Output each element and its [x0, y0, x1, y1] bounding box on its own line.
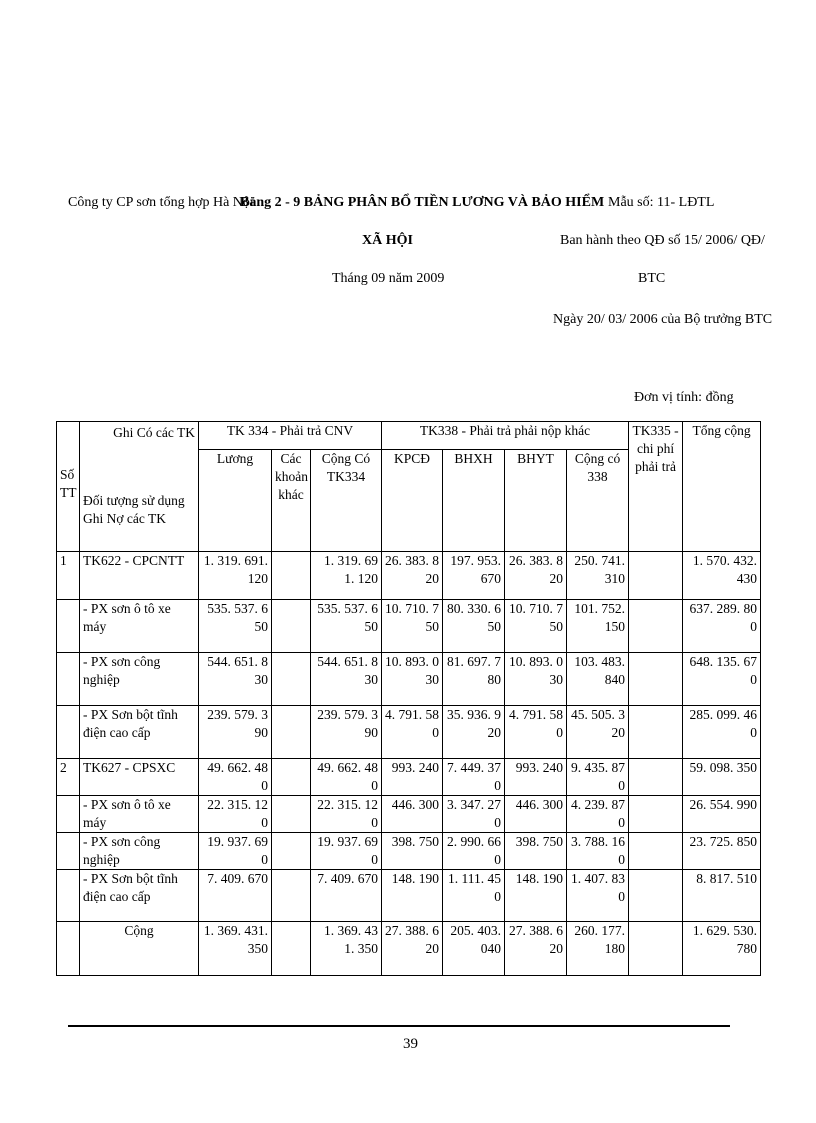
cell-kpcd: 446. 300	[382, 796, 443, 833]
cell-khac	[272, 552, 311, 600]
cell-bhxh: 1. 111. 450	[443, 870, 505, 922]
cell-bhxh: 81. 697. 780	[443, 653, 505, 706]
cell-bhyt: 27. 388. 620	[505, 922, 567, 976]
table-row	[57, 833, 761, 870]
cell-cong334: 49. 662. 480	[311, 759, 382, 796]
cell-kpcd: 398. 750	[382, 833, 443, 870]
cell-kpcd: 10. 893. 030	[382, 653, 443, 706]
table-row	[57, 600, 761, 653]
cell-total: 1. 629. 530. 780	[683, 922, 761, 976]
cell-bhyt: 993. 240	[505, 759, 567, 796]
row-stt	[57, 870, 80, 922]
row-stt: 2	[57, 759, 80, 796]
cell-luong: 1. 319. 691. 120	[199, 552, 272, 600]
cell-khac	[272, 833, 311, 870]
table-row	[57, 870, 761, 922]
cell-total: 1. 570. 432. 430	[683, 552, 761, 600]
row-stt	[57, 796, 80, 833]
header-tk335: TK335 - chi phí phải trả	[629, 422, 683, 552]
cell-luong: 535. 537. 650	[199, 600, 272, 653]
cell-luong: 22. 315. 120	[199, 796, 272, 833]
cell-cong334: 7. 409. 670	[311, 870, 382, 922]
cell-total: 23. 725. 850	[683, 833, 761, 870]
cell-bhyt: 4. 791. 580	[505, 706, 567, 759]
row-label: - PX sơn ô tô xe máy	[80, 796, 199, 833]
cell-luong: 1. 369. 431. 350	[199, 922, 272, 976]
cell-luong: 49. 662. 480	[199, 759, 272, 796]
row-stt: 1	[57, 552, 80, 600]
cell-luong: 19. 937. 690	[199, 833, 272, 870]
unit-label: Đơn vị tính: đồng	[634, 390, 734, 405]
header-bhyt: BHYT	[505, 450, 567, 552]
header-credit: Ghi Có các TK	[113, 425, 195, 440]
row-stt	[57, 653, 80, 706]
cell-cong334: 544. 651. 830	[311, 653, 382, 706]
cell-total: 637. 289. 800	[683, 600, 761, 653]
cell-total: 26. 554. 990	[683, 796, 761, 833]
cell-khac	[272, 922, 311, 976]
decree-line2: BTC	[638, 271, 666, 286]
header-luong: Lương	[199, 450, 272, 552]
cell-bhxh: 205. 403. 040	[443, 922, 505, 976]
cell-cong334: 19. 937. 690	[311, 833, 382, 870]
cell-kpcd: 993. 240	[382, 759, 443, 796]
row-label: - PX Sơn bột tĩnh điện cao cấp	[80, 706, 199, 759]
cell-cong338: 1. 407. 830	[567, 870, 629, 922]
cell-bhyt: 10. 710. 750	[505, 600, 567, 653]
cell-luong: 239. 579. 390	[199, 706, 272, 759]
table-row	[57, 759, 761, 796]
header-tk334: TK 334 - Phải trả CNV	[199, 422, 382, 450]
cell-cong334: 239. 579. 390	[311, 706, 382, 759]
row-stt	[57, 833, 80, 870]
cell-total: 285. 099. 460	[683, 706, 761, 759]
cell-luong: 7. 409. 670	[199, 870, 272, 922]
header-bhxh: BHXH	[443, 450, 505, 552]
cell-kpcd: 4. 791. 580	[382, 706, 443, 759]
row-label: - PX Sơn bột tĩnh điện cao cấp	[80, 870, 199, 922]
cell-tk335	[629, 653, 683, 706]
cell-tk335	[629, 706, 683, 759]
header-khac: Các khoản khác	[272, 450, 311, 552]
cell-kpcd: 10. 710. 750	[382, 600, 443, 653]
cell-khac	[272, 653, 311, 706]
cell-cong338: 45. 505. 320	[567, 706, 629, 759]
document-title: Bảng 2 - 9 BẢNG PHÂN BỔ TIỀN LƯƠNG VÀ BẢO HIỂM	[240, 195, 605, 210]
cell-kpcd: 26. 383. 820	[382, 552, 443, 600]
cell-tk335	[629, 600, 683, 653]
cell-tk335	[629, 759, 683, 796]
cell-cong338: 250. 741. 310	[567, 552, 629, 600]
cell-cong338: 260. 177. 180	[567, 922, 629, 976]
cell-cong338: 9. 435. 870	[567, 759, 629, 796]
cell-bhyt: 446. 300	[505, 796, 567, 833]
header-stt: Số TT	[57, 422, 80, 552]
cell-tk335	[629, 552, 683, 600]
cell-khac	[272, 706, 311, 759]
cell-bhxh: 35. 936. 920	[443, 706, 505, 759]
header-diagonal	[80, 422, 199, 552]
table-row	[57, 706, 761, 759]
cell-bhyt: 398. 750	[505, 833, 567, 870]
cell-bhyt: 10. 893. 030	[505, 653, 567, 706]
cell-khac	[272, 796, 311, 833]
header-kpcd: KPCĐ	[382, 450, 443, 552]
cell-cong338: 3. 788. 160	[567, 833, 629, 870]
row-stt	[57, 706, 80, 759]
table-row	[57, 552, 761, 600]
cell-cong334: 535. 537. 650	[311, 600, 382, 653]
cell-tk335	[629, 833, 683, 870]
row-stt	[57, 922, 80, 976]
row-label: Cộng	[80, 922, 199, 976]
row-label: TK627 - CPSXC	[80, 759, 199, 796]
cell-bhxh: 7. 449. 370	[443, 759, 505, 796]
cell-tk335	[629, 796, 683, 833]
table-total-row	[57, 922, 761, 976]
cell-tk335	[629, 870, 683, 922]
footer-rule	[68, 1025, 730, 1027]
company-name: Công ty CP sơn tổng hợp Hà Nội	[68, 195, 254, 210]
cell-bhxh: 80. 330. 650	[443, 600, 505, 653]
header-tk338: TK338 - Phải trả phải nộp khác	[382, 422, 629, 450]
header-cong334: Cộng Có TK334	[311, 450, 382, 552]
cell-cong334: 1. 369. 431. 350	[311, 922, 382, 976]
row-stt	[57, 600, 80, 653]
page-number: 39	[403, 1036, 418, 1052]
row-label: - PX sơn công nghiệp	[80, 653, 199, 706]
row-label: - PX sơn ô tô xe máy	[80, 600, 199, 653]
cell-kpcd: 148. 190	[382, 870, 443, 922]
cell-cong338: 103. 483. 840	[567, 653, 629, 706]
period: Tháng 09 năm 2009	[332, 271, 445, 286]
header-total: Tổng cộng	[683, 422, 761, 552]
cell-khac	[272, 600, 311, 653]
cell-cong334: 22. 315. 120	[311, 796, 382, 833]
document-title-line2: XÃ HỘI	[362, 233, 413, 248]
cell-cong338: 101. 752. 150	[567, 600, 629, 653]
row-label: TK622 - CPCNTT	[80, 552, 199, 600]
table-row	[57, 796, 761, 833]
header-debit: Đối tượng sử dụng Ghi Nợ các TK	[83, 493, 185, 526]
cell-total: 648. 135. 670	[683, 653, 761, 706]
decree-line1: Ban hành theo QĐ số 15/ 2006/ QĐ/	[560, 233, 765, 248]
cell-bhyt: 26. 383. 820	[505, 552, 567, 600]
form-number: Mẫu số: 11- LĐTL	[608, 195, 715, 210]
table-row	[57, 653, 761, 706]
allocation-table	[56, 421, 761, 976]
cell-khac	[272, 870, 311, 922]
cell-bhxh: 2. 990. 660	[443, 833, 505, 870]
cell-tk335	[629, 922, 683, 976]
cell-kpcd: 27. 388. 620	[382, 922, 443, 976]
cell-total: 59. 098. 350	[683, 759, 761, 796]
cell-cong334: 1. 319. 691. 120	[311, 552, 382, 600]
cell-cong338: 4. 239. 870	[567, 796, 629, 833]
cell-luong: 544. 651. 830	[199, 653, 272, 706]
decree-line3: Ngày 20/ 03/ 2006 của Bộ trưởng BTC	[553, 312, 773, 327]
cell-total: 8. 817. 510	[683, 870, 761, 922]
cell-bhxh: 197. 953. 670	[443, 552, 505, 600]
row-label: - PX sơn công nghiệp	[80, 833, 199, 870]
cell-khac	[272, 759, 311, 796]
cell-bhxh: 3. 347. 270	[443, 796, 505, 833]
cell-bhyt: 148. 190	[505, 870, 567, 922]
header-cong338: Cộng có 338	[567, 450, 629, 552]
